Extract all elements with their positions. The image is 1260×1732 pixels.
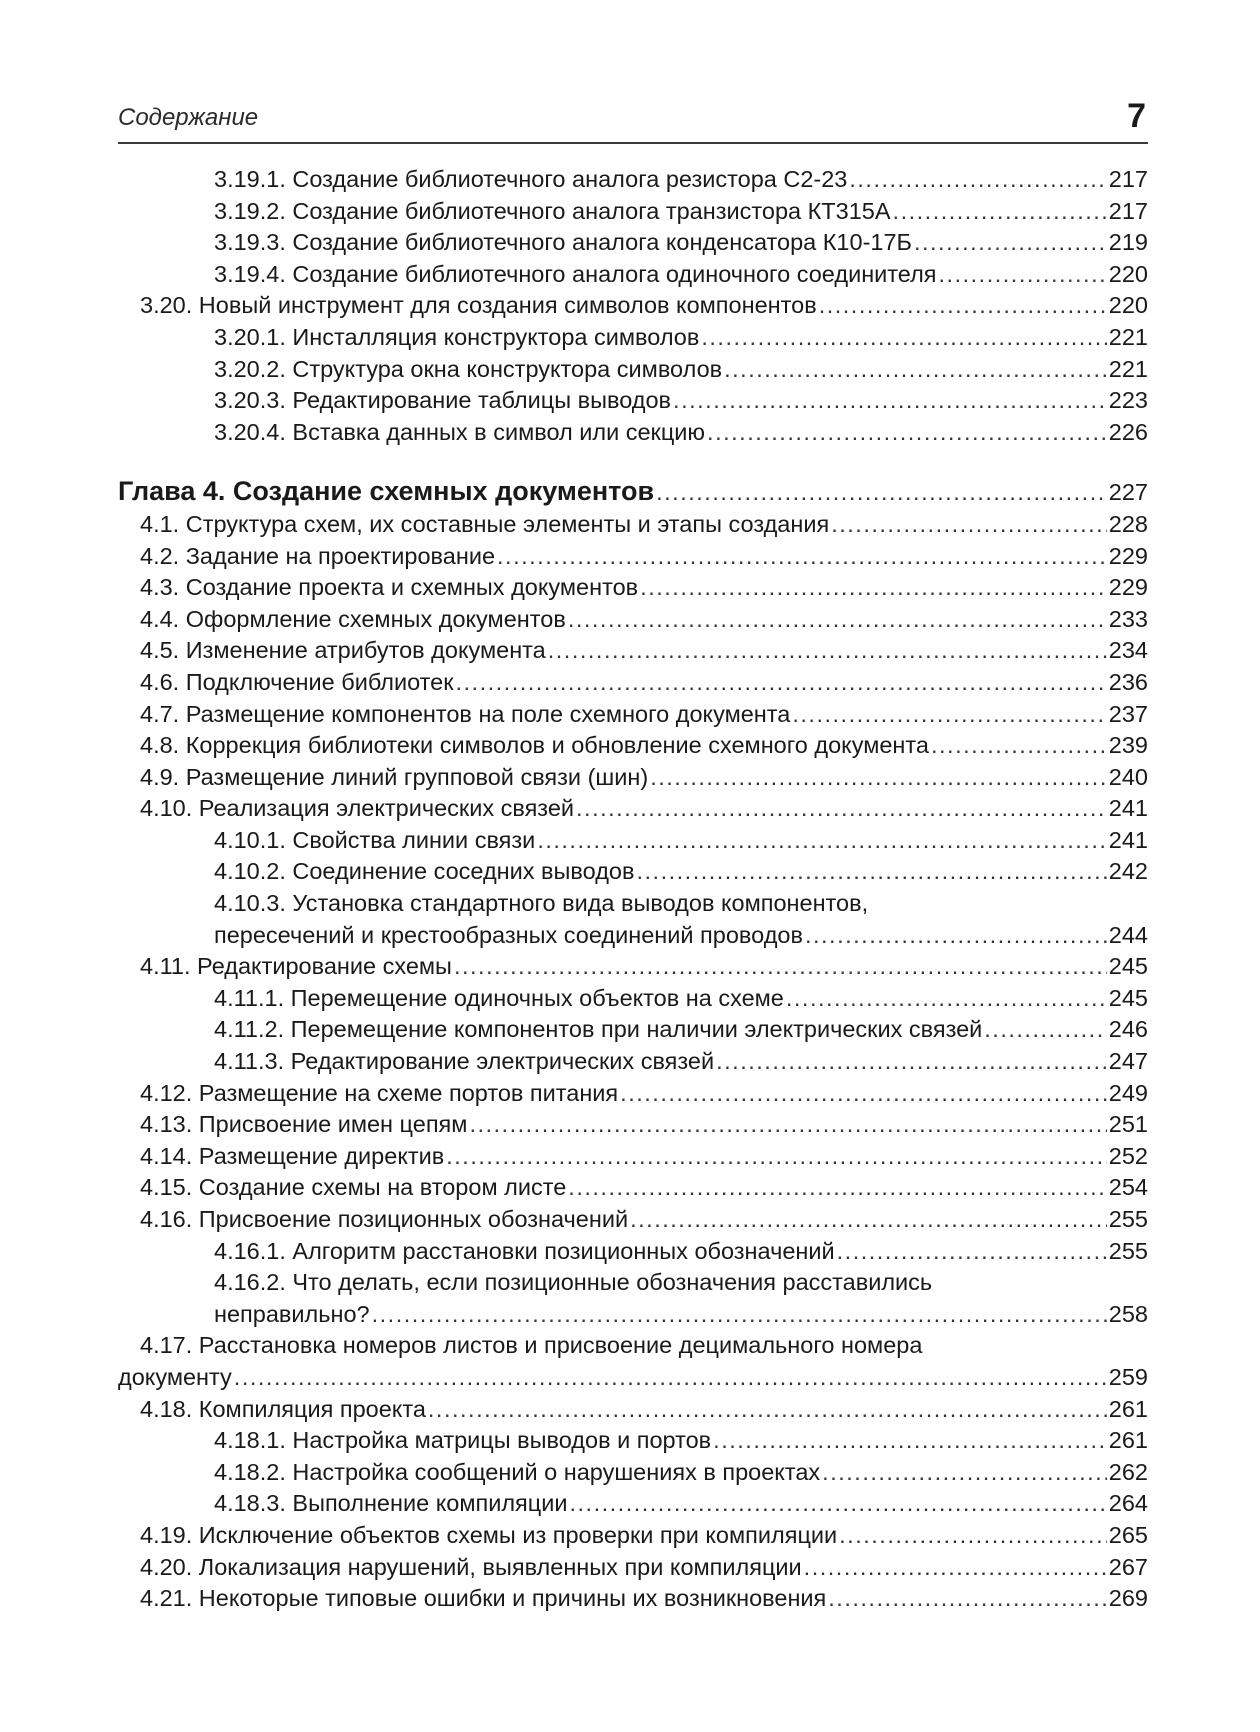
toc-page-number: 242: [1108, 858, 1148, 885]
toc-entry: [118, 1394, 1148, 1426]
toc-page-number: 245: [1108, 984, 1148, 1011]
toc-entry-title: 4.14. Размещение директив: [140, 1142, 445, 1169]
toc-entry-title: 4.10.2. Соединение соседних выводов: [214, 858, 635, 885]
page-header: [118, 92, 1148, 144]
toc-entry: [118, 1583, 1148, 1615]
toc-entry: [118, 164, 1148, 196]
toc-entry: [118, 1488, 1148, 1520]
toc-page-number: 261: [1108, 1395, 1148, 1422]
dot-leader: [707, 417, 1107, 449]
dot-leader: [469, 1109, 1106, 1141]
toc-entry-title: 4.10. Реализация электрических связей: [140, 795, 575, 822]
toc-entry: [118, 322, 1148, 354]
toc-entry-title: 4.5. Изменение атрибутов документа: [140, 637, 546, 664]
dot-leader: [428, 1394, 1107, 1426]
toc-entry: [118, 730, 1148, 762]
dot-leader: [792, 699, 1106, 731]
dot-leader: [893, 196, 1107, 228]
toc-entry-title: 4.16. Присвоение позиционных обозначений: [140, 1206, 629, 1232]
toc-page-number: 241: [1108, 826, 1148, 853]
toc-page-number: 265: [1108, 1521, 1148, 1548]
dot-leader: [804, 1552, 1107, 1584]
toc-entry: [118, 1520, 1148, 1552]
toc-entry: [118, 354, 1148, 386]
toc-page-number: 264: [1108, 1490, 1148, 1517]
toc-entry-title: 3.20. Новый инструмент для создания символов компонентов: [140, 292, 817, 319]
toc-entry-title: 4.9. Размещение линий групповой связи (шин): [140, 763, 649, 790]
toc-entry: [118, 417, 1148, 449]
toc-page-number: 244: [1108, 921, 1148, 948]
toc-page-number: 229: [1108, 542, 1148, 569]
toc-entry: [118, 762, 1148, 794]
dot-leader: [837, 1236, 1107, 1268]
toc-page-number: 247: [1108, 1048, 1148, 1075]
page-number: 7: [1127, 97, 1146, 135]
toc-entry: [118, 1141, 1148, 1173]
toc-entry: [118, 1046, 1148, 1078]
dot-leader: [640, 572, 1107, 604]
toc-entry: [118, 604, 1148, 636]
toc-entry-title: 3.19.2. Создание библиотечного аналога транзистора КТ315А: [214, 197, 891, 224]
toc-page-number: 245: [1108, 953, 1148, 980]
running-header-title: Содержание: [118, 104, 259, 131]
toc-entry-title: 4.2. Задание на проектирование: [140, 542, 496, 569]
toc-page-number: 233: [1108, 605, 1148, 632]
toc-entry-title: 4.18.2. Настройка сообщений о нарушениях в проектах: [214, 1458, 821, 1485]
toc-page-number: 255: [1108, 1206, 1148, 1232]
toc-page-number: 262: [1108, 1458, 1148, 1485]
dot-leader: [984, 1014, 1107, 1046]
toc-entry-title-continued: пересечений и крестообразных соединений проводов: [214, 921, 803, 948]
dot-leader: [828, 1583, 1107, 1615]
dot-leader: [446, 1141, 1107, 1173]
toc-page-number: 246: [1108, 1016, 1148, 1043]
dot-leader: [839, 1520, 1107, 1552]
dot-leader: [656, 477, 1107, 509]
toc-entry: [118, 1552, 1148, 1584]
toc-entry: [118, 385, 1148, 417]
dot-leader: [456, 667, 1107, 699]
toc-entry-title: 3.20.4. Вставка данных в символ или секцию: [214, 418, 706, 445]
dot-leader: [673, 385, 1107, 417]
dot-leader: [849, 164, 1106, 196]
toc-page-number: 267: [1108, 1553, 1148, 1580]
toc-entry: [118, 196, 1148, 228]
toc-entry-title: 4.12. Размещение на схеме портов питания: [140, 1079, 619, 1106]
toc-chapter-entry: [118, 476, 1148, 509]
toc-entry-title: 4.16.2. Что делать, если позиционные обозначения расставились: [214, 1269, 933, 1296]
dot-leader: [568, 1172, 1106, 1204]
toc-page-number: 221: [1108, 355, 1148, 382]
toc-entry-title: 4.4. Оформление схемных документов: [140, 605, 566, 632]
table-of-contents: [118, 164, 1148, 1615]
dot-leader: [805, 920, 1107, 952]
toc-entry-title: 4.16.1. Алгоритм расстановки позиционных обозначений: [214, 1237, 835, 1264]
toc-entry-title-continued: неправильно?: [214, 1300, 370, 1327]
toc-page-number: 217: [1108, 197, 1148, 224]
toc-entry: [118, 667, 1148, 699]
dot-leader: [548, 635, 1107, 667]
dot-leader: [716, 1046, 1107, 1078]
toc-page-number: 228: [1108, 510, 1148, 537]
toc-entry-title: 4.18.3. Выполнение компиляции: [214, 1490, 568, 1517]
toc-entry-title: 4.11. Редактирование схемы: [140, 953, 452, 980]
toc-page-number: 269: [1108, 1585, 1148, 1612]
toc-entry: [118, 572, 1148, 604]
toc-entry-title: 3.20.2. Структура окна конструктора символов: [214, 355, 723, 382]
toc-page-number: 261: [1108, 1427, 1148, 1454]
toc-entry-title: 3.20.1. Инсталляция конструктора символов: [214, 323, 700, 350]
dot-leader: [914, 227, 1107, 259]
toc-entry-title: 3.19.4. Создание библиотечного аналога одиночного соединителя: [214, 260, 937, 287]
toc-entry-title: 4.17. Расстановка номеров листов и присвоение децимального номера: [140, 1332, 923, 1359]
toc-entry: [118, 856, 1148, 888]
toc-page-number: 241: [1108, 795, 1148, 822]
toc-entry: [118, 699, 1148, 731]
toc-page-number: 249: [1108, 1079, 1148, 1106]
dot-leader: [630, 1204, 1107, 1236]
toc-page-number: 254: [1108, 1174, 1148, 1201]
toc-entry: [118, 1078, 1148, 1110]
toc-entry: [118, 1457, 1148, 1489]
toc-entry: [118, 227, 1148, 259]
toc-entry-title: 4.8. Коррекция библиотеки символов и обновление схемного документа: [140, 732, 929, 759]
toc-entry: [118, 1330, 1148, 1393]
toc-page-number: 234: [1108, 637, 1148, 664]
toc-page-number: 258: [1108, 1300, 1148, 1327]
toc-entry-title: 4.15. Создание схемы на втором листе: [140, 1174, 567, 1201]
toc-entry-title: Глава 4. Создание схемных документов: [118, 476, 655, 507]
dot-leader: [931, 730, 1107, 762]
toc-page-number: 240: [1108, 763, 1148, 790]
toc-page-number: 223: [1108, 387, 1148, 414]
toc-entry: [118, 635, 1148, 667]
dot-leader: [537, 825, 1106, 857]
toc-entry: [118, 1172, 1148, 1204]
dot-leader: [454, 951, 1107, 983]
dot-leader: [576, 793, 1107, 825]
toc-entry-title: 4.11.2. Перемещение компонентов при наличии электрических связей: [214, 1016, 983, 1043]
toc-entry: [118, 951, 1148, 983]
dot-leader: [713, 1425, 1107, 1457]
toc-entry-title: 4.10.3. Установка стандартного вида выводов компонентов,: [214, 890, 869, 917]
toc-page-number: 226: [1108, 418, 1148, 445]
dot-leader: [819, 290, 1107, 322]
dot-leader: [786, 983, 1107, 1015]
toc-entry-title: 3.19.3. Создание библиотечного аналога конденсатора К10-17Б: [214, 229, 912, 256]
dot-leader: [724, 354, 1107, 386]
toc-entry-title: 4.20. Локализация нарушений, выявленных при компиляции: [140, 1553, 802, 1580]
toc-page-number: 221: [1108, 323, 1148, 350]
dot-leader: [497, 541, 1107, 573]
toc-entry: [118, 793, 1148, 825]
dot-leader: [822, 1457, 1107, 1489]
toc-page-number: 239: [1108, 732, 1148, 759]
toc-entry: [118, 825, 1148, 857]
toc-entry: [118, 259, 1148, 291]
toc-entry: [118, 290, 1148, 322]
toc-page-number: 219: [1108, 229, 1148, 256]
dot-leader: [701, 322, 1106, 354]
toc-page-number: 251: [1108, 1111, 1148, 1138]
toc-entry-title: 3.19.1. Создание библиотечного аналога резистора С2-23: [214, 166, 848, 192]
dot-leader: [234, 1362, 1107, 1394]
toc-entry: [118, 509, 1148, 541]
toc-entry-title: 4.21. Некоторые типовые ошибки и причины их возникновения: [140, 1585, 827, 1612]
toc-entry-title: 4.19. Исключение объектов схемы из проверки при компиляции: [140, 1521, 838, 1548]
toc-entry-title: 4.10.1. Свойства линии связи: [214, 826, 536, 853]
toc-entry-title: 4.18. Компиляция проекта: [140, 1395, 426, 1422]
toc-page-number: 220: [1108, 292, 1148, 319]
toc-page-number: 227: [1108, 479, 1148, 506]
dot-leader: [831, 509, 1107, 541]
toc-entry: [118, 1425, 1148, 1457]
toc-page-number: 252: [1108, 1142, 1148, 1169]
dot-leader: [372, 1299, 1107, 1331]
toc-entry: [118, 888, 1148, 951]
toc-entry-title: 4.3. Создание проекта и схемных документов: [140, 574, 639, 601]
dot-leader: [650, 762, 1107, 794]
toc-entry: [118, 1267, 1148, 1330]
toc-entry-title: 4.7. Размещение компонентов на поле схемного документа: [140, 700, 791, 727]
toc-page-number: 217: [1108, 166, 1148, 192]
toc-page-number: 220: [1108, 260, 1148, 287]
toc-entry-title: 4.11.3. Редактирование электрических связей: [214, 1048, 715, 1075]
toc-page-number: 237: [1108, 700, 1148, 727]
toc-page-number: 229: [1108, 574, 1148, 601]
toc-entry-title-continued: документу: [118, 1363, 232, 1390]
toc-entry-title: 4.11.1. Перемещение одиночных объектов на схеме: [214, 984, 784, 1011]
toc-entry-title: 4.1. Структура схем, их составные элементы и этапы создания: [140, 510, 830, 537]
toc-entry: [118, 983, 1148, 1015]
toc-page-number: 255: [1108, 1237, 1148, 1264]
toc-entry: [118, 541, 1148, 573]
toc-page-number: 236: [1108, 668, 1148, 695]
toc-entry-title: 3.20.3. Редактирование таблицы выводов: [214, 387, 672, 414]
toc-entry: [118, 1236, 1148, 1268]
toc-entry: [118, 1109, 1148, 1141]
toc-entry: [118, 1014, 1148, 1046]
toc-entry: [118, 1204, 1148, 1236]
dot-leader: [620, 1078, 1107, 1110]
toc-entry-title: 4.18.1. Настройка матрицы выводов и портов: [214, 1427, 712, 1454]
toc-page-number: 259: [1108, 1363, 1148, 1390]
toc-entry-title: 4.13. Присвоение имен цепям: [140, 1111, 468, 1138]
dot-leader: [569, 1488, 1106, 1520]
dot-leader: [636, 856, 1106, 888]
dot-leader: [568, 604, 1107, 636]
toc-entry-title: 4.6. Подключение библиотек: [140, 668, 454, 695]
dot-leader: [939, 259, 1107, 291]
